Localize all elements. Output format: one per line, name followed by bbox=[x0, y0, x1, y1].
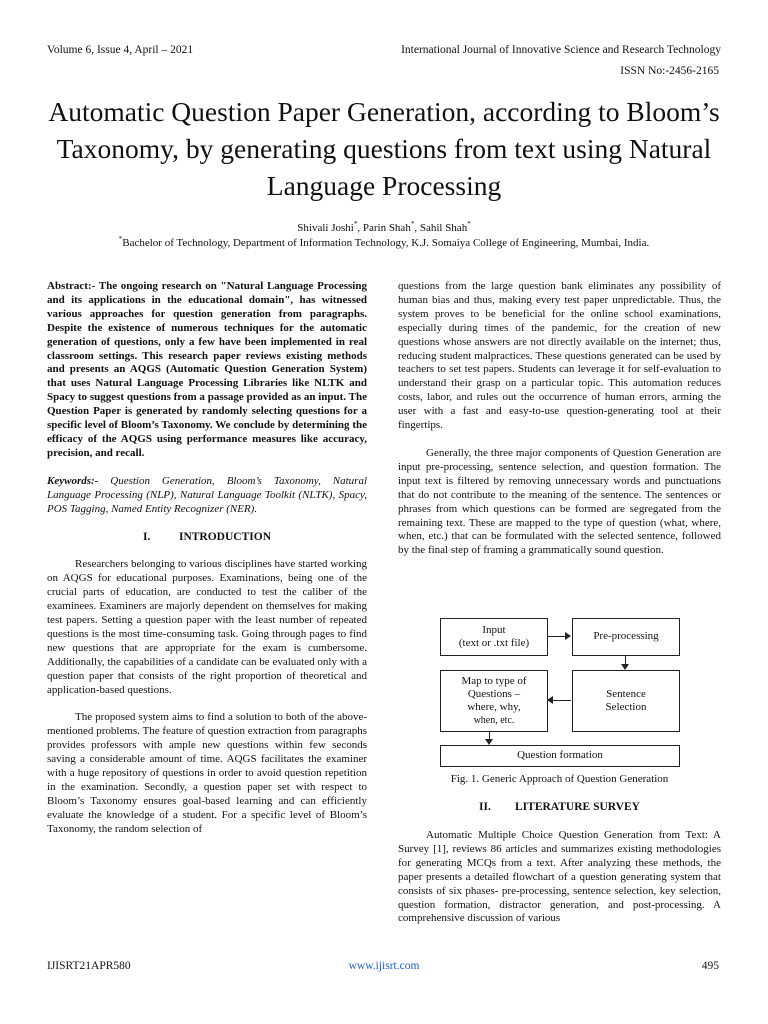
flow-connector bbox=[625, 655, 626, 665]
map-box-line: Questions – bbox=[467, 688, 521, 700]
body-paragraph: Generally, the three major components of Question Generation are input pre-processing, sentence selection, and question formation. The input text is filtered by removing unnecessary words and punctuations that do not contribute to the meaning of the sentence. The sentences or phrases from which questions can be formed are segregated from the remaining text. These are mapped to the type of question (what, where, when, etc.) that can be formulated with the selected sentence, followed by the final step of framing a grammatically sound question. bbox=[398, 446, 721, 557]
left-column bbox=[47, 280, 367, 837]
map-question-type-box bbox=[440, 670, 548, 732]
figure-caption: Fig. 1. Generic Approach of Question Generation bbox=[450, 773, 669, 785]
map-box-line: Map to type of bbox=[461, 675, 527, 687]
abstract bbox=[47, 280, 367, 461]
question-formation-box bbox=[440, 745, 680, 767]
preprocessing-label: Pre-processing bbox=[593, 630, 659, 643]
question-formation-label: Question formation bbox=[517, 749, 603, 762]
abstract-text: The ongoing research on "Natural Language Processing and its applications in the educational domain", has witnessed various approaches for question generation from paragraphs. Despite the existence of numerous techniques for the automatic generation of questions, only a few have been implemented in real classroom settings. This research paper reviews existing methods and presents an AQGS (Automatic Question Generation System) that uses Natural Language Processing Libraries like NLTK and Spacy to suggest questions from a passage provided as an input. The Question Paper is generated by randomly selecting questions for a specific level of Bloom’s Taxonomy. We conclude by determining the efficacy of the AQGS using performance measures like accuracy, precision, and recall. bbox=[47, 280, 367, 459]
footer-website-link[interactable]: www.ijisrt.com bbox=[348, 960, 420, 972]
author-mark: * bbox=[467, 220, 471, 228]
flow-connector bbox=[489, 731, 490, 740]
paper-title: Automatic Question Paper Generation, according to Bloom’s Taxonomy, by generating questions from text using Natural Language Processing bbox=[48, 96, 720, 201]
author-mark: * bbox=[410, 220, 415, 228]
keywords-text: Question Generation, Bloom’s Taxonomy, Natural Language Processing (NLP), Natural Language Toolkit (NLTK), Spacy, POS Tagging, Named Entity Recognizer (NER). bbox=[47, 474, 367, 515]
author-name: Sahil Shah bbox=[419, 222, 468, 234]
input-box bbox=[440, 618, 548, 656]
section-title: INTRODUCTION bbox=[178, 530, 271, 543]
section-heading-introduction bbox=[47, 531, 367, 545]
section-heading-literature-survey bbox=[398, 801, 721, 813]
affiliation-text: Bachelor of Technology, Department of Information Technology, K.J. Somaiya College of Engineering, Mumbai, India. bbox=[122, 237, 650, 249]
flow-connector bbox=[553, 700, 571, 701]
header-volume: Volume 6, Issue 4, April – 2021 bbox=[47, 44, 194, 56]
input-box-line: (text or .txt file) bbox=[458, 637, 530, 649]
affiliation-mark: * bbox=[118, 235, 123, 243]
sentence-selection-line: Selection bbox=[605, 701, 647, 713]
arrow-down-icon bbox=[621, 664, 629, 670]
intro-paragraph: The proposed system aims to find a solution to both of the above-mentioned problems. The feature of question extraction from paragraphs provides professors with ample new questions within few seconds saving a considerable amount of time. AQGS facilitates the examiner with a huge repository of questions in order to avoid question repetition in the examination. Secondly, a question paper set with respect to Bloom’s Taxonomy ensures goal-based learning and can efficiently evaluate the knowledge of a student. For a specific level of Bloom’s Taxonomy, the random selection of bbox=[47, 711, 367, 835]
right-column bbox=[398, 280, 721, 558]
footer-page-number: 495 bbox=[701, 960, 719, 972]
affiliation bbox=[0, 237, 768, 249]
author-list bbox=[0, 222, 768, 234]
input-box-line: Input bbox=[482, 623, 506, 636]
footer-paper-id: IJISRT21APR580 bbox=[47, 960, 131, 972]
literature-paragraph-container bbox=[398, 829, 721, 926]
sentence-selection-line: Sentence bbox=[606, 687, 646, 700]
abstract-label: Abstract:- bbox=[47, 280, 96, 292]
author-name: Shivali Joshi bbox=[297, 222, 354, 234]
flow-connector bbox=[547, 636, 565, 637]
sentence-selection-box bbox=[572, 670, 680, 732]
arrow-left-icon bbox=[547, 696, 553, 704]
section-number: I. bbox=[142, 530, 151, 543]
section-title: LITERATURE SURVEY bbox=[515, 801, 640, 813]
keywords-label: Keywords:- bbox=[47, 474, 99, 487]
keywords bbox=[47, 475, 367, 517]
map-box-line: when, etc. bbox=[473, 715, 515, 726]
author-name: Parin Shah bbox=[362, 222, 411, 234]
map-box-line: where, why, bbox=[467, 701, 521, 713]
header-issn: ISSN No:-2456-2165 bbox=[620, 65, 719, 77]
section-number: II. bbox=[479, 801, 491, 813]
intro-paragraph: Researchers belonging to various disciplines have started working on AQGS for educational purposes. Examinations, being one of the crucial parts of education, are conducted to test the caliber of the examinees. Examiners are majorly dependent on themselves for making test papers. Setting a question paper with the least number of repeated questions is the most time-consuming task. Going through pages to find new questions that are appropriate for the exam is cumbersome. Additionally, the capabilities of a candidate can be evaluated only with a question paper that consists of the right proportion of theoretical and application-based questions. bbox=[47, 558, 367, 696]
header-journal: International Journal of Innovative Science and Research Technology bbox=[401, 44, 721, 56]
preprocessing-box bbox=[572, 618, 680, 656]
author-separator: , bbox=[357, 222, 363, 234]
author-separator: , bbox=[414, 222, 420, 234]
author-mark: * bbox=[353, 220, 358, 228]
literature-paragraph: Automatic Multiple Choice Question Generation from Text: A Survey [1], reviews 86 articles and summarizes existing methodologies for generating MCQs from a text. After analyzing these methods, the paper presents a detailed flowchart of a question generating system that consists of six phases- pre-processing, sentence selection, key selection, question formation, distractor generation, and post-processing. A comprehensive discussion of various bbox=[398, 829, 721, 925]
body-paragraph: questions from the large question bank eliminates any possibility of human bias and thus, making every test paper unpredictable. Thus, the system proves to be beneficial for the online school examinations, especially during times of the pandemic, for the creation of new questions whose answers are not directly available on the internet; thus, reducing student malpractices. These questions generated can be used by teachers to set test papers. Students can leverage it for self-evaluation to understand their grasp on a particular topic. This automation reduces costs, labor, and rules out the occurrence of human errors, arming the user with a fast and easy-to-use question-generating tool at their fingertips. bbox=[398, 280, 721, 432]
arrow-right-icon bbox=[565, 632, 571, 640]
arrow-down-icon bbox=[485, 739, 493, 745]
